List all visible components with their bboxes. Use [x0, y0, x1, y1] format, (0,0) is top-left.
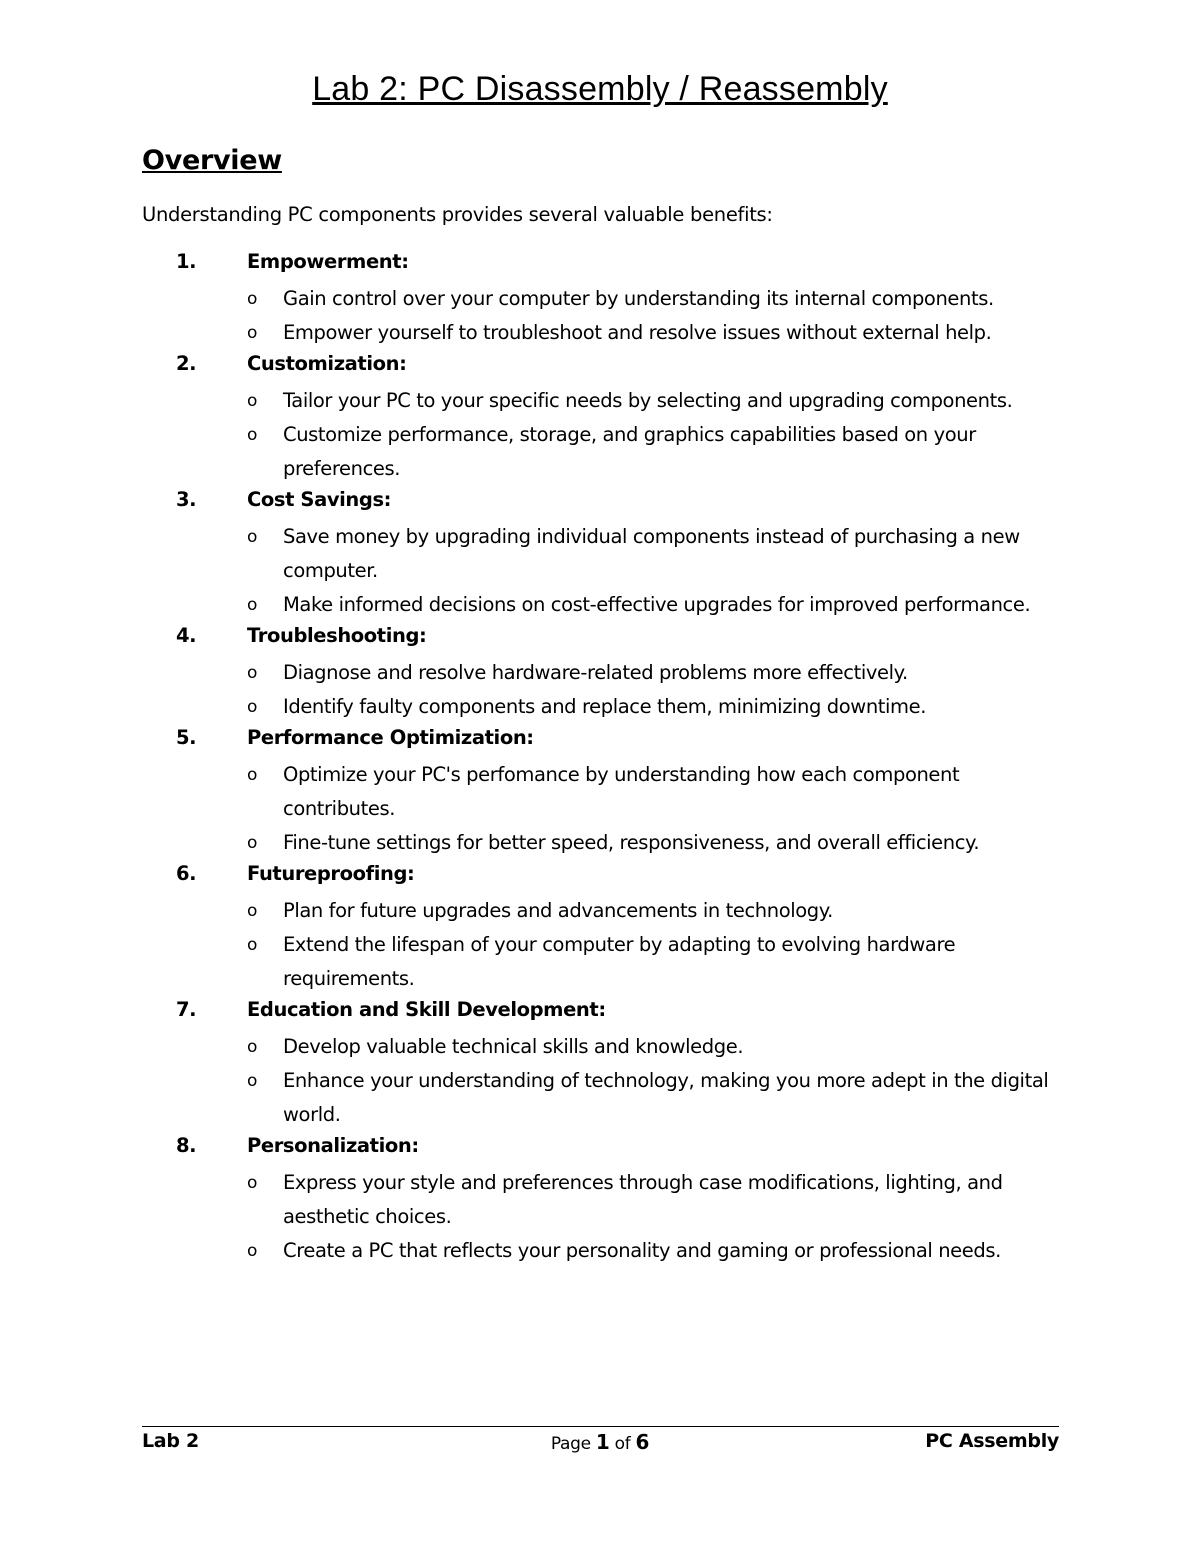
- list-item: [0, 486, 1200, 622]
- sub-bullet-text: Fine-tune settings for better speed, responsiveness, and overall efficiency.: [283, 831, 980, 854]
- bullet-circle-icon: o: [247, 595, 258, 615]
- page-current: 1: [595, 1430, 610, 1454]
- bullet-circle-icon: o: [247, 901, 258, 921]
- bullet-circle-icon: o: [247, 1037, 258, 1057]
- list-item-header: [0, 1132, 1200, 1166]
- list-item-title: Futureproofing:: [247, 862, 415, 885]
- list-item-title: Cost Savings:: [247, 488, 392, 511]
- list-item: [0, 724, 1200, 860]
- list-item: [0, 622, 1200, 724]
- sub-bullet-text: Empower yourself to troubleshoot and resolve issues without external help.: [283, 321, 992, 344]
- sub-bullet: [0, 758, 1063, 826]
- list-item-title: Education and Skill Development:: [247, 998, 606, 1021]
- list-item-header: [0, 248, 1200, 282]
- footer-divider: [142, 1426, 1059, 1427]
- sub-bullet: [0, 894, 1063, 928]
- list-item: [0, 248, 1200, 350]
- list-item-number: 4.: [176, 624, 197, 647]
- bullet-circle-icon: o: [247, 425, 258, 445]
- sub-bullet: [0, 316, 1063, 350]
- sub-bullet: [0, 1030, 1063, 1064]
- list-item-number: 3.: [176, 488, 197, 511]
- bullet-circle-icon: o: [247, 935, 258, 955]
- bullet-circle-icon: o: [247, 323, 258, 343]
- page-label: Page: [550, 1434, 591, 1454]
- bullet-circle-icon: o: [247, 663, 258, 683]
- sub-bullet-text: Develop valuable technical skills and knowledge.: [283, 1035, 744, 1058]
- sub-bullet-text: Customize performance, storage, and graphics capabilities based on your preferences.: [283, 423, 976, 480]
- list-item-header: [0, 724, 1200, 758]
- sub-bullet-text: Optimize your PC's perfomance by understanding how each component contributes.: [283, 763, 960, 820]
- list-item-header: [0, 622, 1200, 656]
- list-item: [0, 1132, 1200, 1268]
- bullet-circle-icon: o: [247, 289, 258, 309]
- intro-paragraph: Understanding PC components provides several valuable benefits:: [142, 203, 773, 226]
- sub-bullet: [0, 282, 1063, 316]
- bullet-circle-icon: o: [247, 1173, 258, 1193]
- list-item-number: 8.: [176, 1134, 197, 1157]
- sub-bullet-text: Plan for future upgrades and advancements in technology.: [283, 899, 833, 922]
- bullet-circle-icon: o: [247, 833, 258, 853]
- list-item-header: [0, 486, 1200, 520]
- list-item-number: 5.: [176, 726, 197, 749]
- bullet-circle-icon: o: [247, 527, 258, 547]
- bullet-circle-icon: o: [247, 697, 258, 717]
- list-item-number: 6.: [176, 862, 197, 885]
- sub-bullet-text: Save money by upgrading individual components instead of purchasing a new computer.: [283, 525, 1020, 582]
- sub-bullet-text: Express your style and preferences through case modifications, lighting, and aesthetic choices.: [283, 1171, 1003, 1228]
- footer-right-label: PC Assembly: [925, 1430, 1059, 1452]
- sub-bullet-text: Create a PC that reflects your personality and gaming or professional needs.: [283, 1239, 1001, 1262]
- sub-bullet: [0, 1166, 1063, 1234]
- page-of: of: [614, 1434, 631, 1454]
- list-item-title: Personalization:: [247, 1134, 419, 1157]
- list-item-number: 7.: [176, 998, 197, 1021]
- sub-bullet: [0, 826, 1063, 860]
- list-item-header: [0, 350, 1200, 384]
- sub-bullet-text: Extend the lifespan of your computer by adapting to evolving hardware requirements.: [283, 933, 956, 990]
- list-item-number: 2.: [176, 352, 197, 375]
- bullet-circle-icon: o: [247, 765, 258, 785]
- sub-bullet-text: Make informed decisions on cost-effective upgrades for improved performance.: [283, 593, 1031, 616]
- sub-bullet-text: Diagnose and resolve hardware-related problems more effectively.: [283, 661, 908, 684]
- sub-bullet: [0, 588, 1063, 622]
- sub-bullet: [0, 384, 1063, 418]
- sub-bullet-text: Identify faulty components and replace them, minimizing downtime.: [283, 695, 927, 718]
- list-item-title: Customization:: [247, 352, 407, 375]
- footer-left-label: Lab 2: [142, 1430, 199, 1452]
- list-item-title: Performance Optimization:: [247, 726, 534, 749]
- bullet-circle-icon: o: [247, 1071, 258, 1091]
- sub-bullet-text: Tailor your PC to your specific needs by selecting and upgrading components.: [283, 389, 1013, 412]
- list-item: [0, 860, 1200, 996]
- list-item-header: [0, 860, 1200, 894]
- page-total: 6: [635, 1430, 650, 1454]
- section-heading-overview: Overview: [142, 145, 282, 176]
- list-item-title: Troubleshooting:: [247, 624, 427, 647]
- document-title: Lab 2: PC Disassembly / Reassembly: [312, 70, 888, 108]
- sub-bullet: [0, 656, 1063, 690]
- list-item: [0, 350, 1200, 486]
- sub-bullet-text: Gain control over your computer by understanding its internal components.: [283, 287, 994, 310]
- list-item-header: [0, 996, 1200, 1030]
- sub-bullet: [0, 928, 1063, 996]
- sub-bullet: [0, 1234, 1063, 1268]
- sub-bullet: [0, 418, 1063, 486]
- sub-bullet: [0, 690, 1063, 724]
- sub-bullet: [0, 520, 1063, 588]
- sub-bullet-text: Enhance your understanding of technology, making you more adept in the digital world.: [283, 1069, 1049, 1126]
- bullet-circle-icon: o: [247, 1241, 258, 1261]
- sub-bullet: [0, 1064, 1063, 1132]
- list-item-title: Empowerment:: [247, 250, 409, 273]
- list-item: [0, 996, 1200, 1132]
- list-item-number: 1.: [176, 250, 197, 273]
- bullet-circle-icon: o: [247, 391, 258, 411]
- benefits-list: [0, 248, 1200, 1268]
